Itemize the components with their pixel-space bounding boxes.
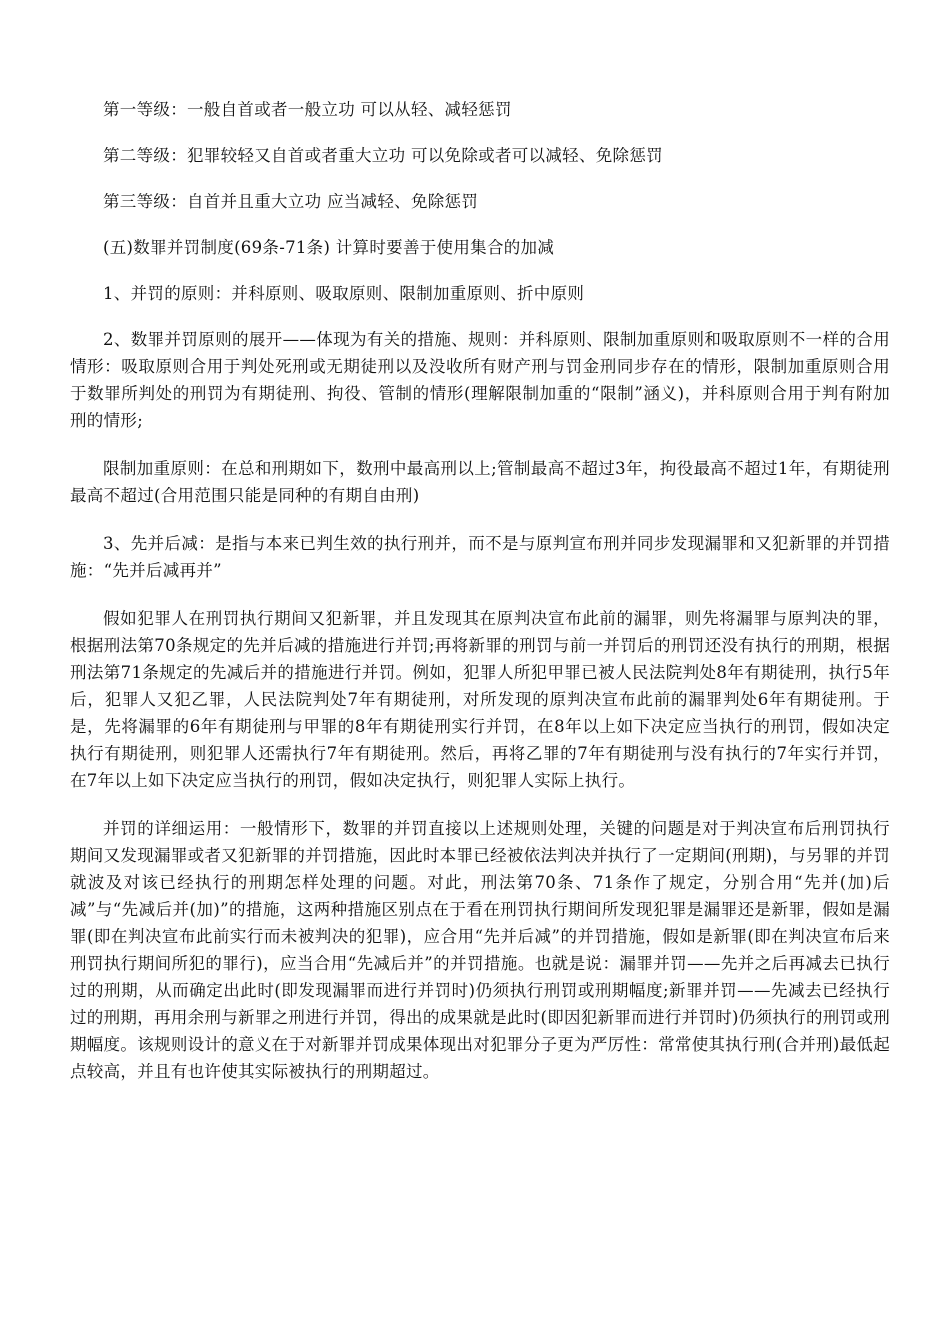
- paragraph-level-three: 第三等级：自首并且重大立功 应当减轻、免除惩罚: [103, 192, 479, 211]
- paragraph-combine-then-reduce: 3、先并后减：是指与本来已判生效的执行刑并，而不是与原判宣布刑并同步发现漏罪和又犯新罪的并罚措施：“先并后减再并”: [70, 534, 890, 580]
- document-page: [70, 96, 890, 1106]
- paragraph-principle-expansion: 2、数罪并罚原则的展开——体现为有关的措施、规则：并科原则、限制加重原则和吸取原则不一样的合用情形：吸取原则合用于判处死刑或无期徒刑以及没收所有财产刑与罚金刑同步存在的情形，限制加重原则合用于数罪所判处的刑罚为有期徒刑、拘役、管制的情形(理解限制加重的“限制”涵义)，并科原则合用于判有附加刑的情形;: [70, 330, 890, 430]
- paragraph-detailed-application: 并罚的详细运用：一般情形下，数罪的并罚直接以上述规则处理，关键的问题是对于判决宣布后刑罚执行期间又发现漏罪或者又犯新罪的并罚措施，因此时本罪已经被依法判决并执行了一定期间(刑期)，与另罪的并罚就波及对该已经执行的刑期怎样处理的问题。对此，刑法第70条、71条作了规定，分别合用“先并(加)后减”与“先减后并(加)”的措施，这两种措施区别点在于看在刑罚执行期间所发现犯罪是漏罪还是新罪，假如是漏罪(即在判决宣布此前实行而未被判决的犯罪)，应合用“先并后减”的并罚措施，假如是新罪(即在判决宣布后来刑罚执行期间所犯的罪行)，应当合用“先减后并”的并罚措施。也就是说：漏罪并罚——先并之后再减去已执行过的刑期，从而确定出此时(即发现漏罪而进行并罚时)仍须执行刑罚或刑期幅度;新罪并罚——先减去已经执行过的刑期，再用余刑与新罪之刑进行并罚，得出的成果就是此时(即因犯新罪而进行并罚时)仍须执行的刑罚或刑期幅度。该规则设计的意义在于对新罪并罚成果体现出对犯罪分子更为严厉性：常常使其执行刑(合并刑)最低起点较高，并且有也许使其实际被执行的刑期超过。: [70, 819, 890, 1081]
- paragraph-level-one: 第一等级：一般自首或者一般立功 可以从轻、减轻惩罚: [103, 100, 512, 119]
- paragraph-limited-aggravation: 限制加重原则：在总和刑期如下，数刑中最高刑以上;管制最高不超过3年，拘役最高不超过1年，有期徒刑最高不超过(合用范围只能是同种的有期自由刑): [70, 459, 890, 505]
- paragraph-example: 假如犯罪人在刑罚执行期间又犯新罪，并且发现其在原判决宣布此前的漏罪，则先将漏罪与原判决的罪，根据刑法第70条规定的先并后减的措施进行并罚;再将新罪的刑罚与前一并罚后的刑罚还没有执行的刑期，根据刑法第71条规定的先减后并的措施进行并罚。例如，犯罪人所犯甲罪已被人民法院判处8年有期徒刑，执行5年后，犯罪人又犯乙罪，人民法院判处7年有期徒刑，对所发现的原判决宣布此前的漏罪判处6年有期徒刑。于是，先将漏罪的6年有期徒刑与甲罪的8年有期徒刑实行并罚，在8年以上如下决定应当执行的刑罚，假如决定执行有期徒刑，则犯罪人还需执行7年有期徒刑。然后，再将乙罪的7年有期徒刑与没有执行的7年实行并罚，在7年以上如下决定应当执行的刑罚，假如决定执行，则犯罪人实际上执行。: [70, 609, 890, 790]
- paragraph-section-five-heading: (五)数罪并罚制度(69条-71条) 计算时要善于使用集合的加减: [103, 238, 555, 257]
- paragraph-combined-punishment-principles: 1、并罚的原则：并科原则、吸取原则、限制加重原则、折中原则: [103, 284, 585, 303]
- paragraph-level-two: 第二等级：犯罪较轻又自首或者重大立功 可以免除或者可以减轻、免除惩罚: [103, 146, 663, 165]
